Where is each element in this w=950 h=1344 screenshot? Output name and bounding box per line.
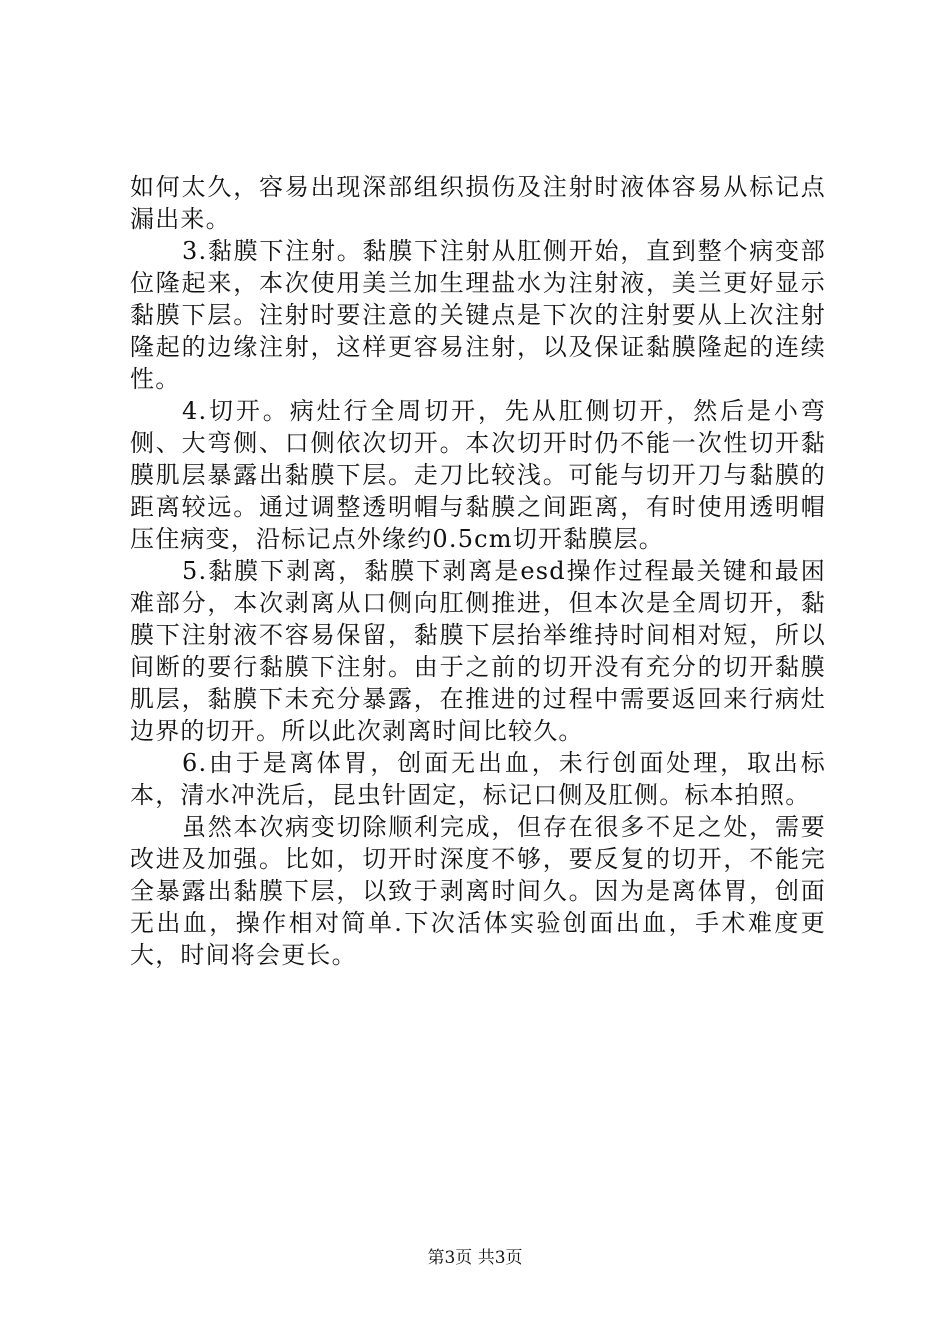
paragraph-continuation: 如何太久，容易出现深部组织损伤及注射时液体容易从标记点漏出来。 <box>130 173 826 233</box>
paragraph-step-3-injection: 3.黏膜下注射。黏膜下注射从肛侧开始，直到整个病变部位隆起来，本次使用美兰加生理盐水为注射液，美兰更好显示黏膜下层。注射时要注意的关键点是下次的注射要从上次注射隆起的边缘注射，这样更容易注射，以及保证黏膜隆起的连续性。 <box>130 237 826 393</box>
paragraph-step-6-specimen: 6.由于是离体胃，创面无出血，未行创面处理，取出标本，清水冲洗后，昆虫针固定，标记口侧及肛侧。标本拍照。 <box>130 749 826 809</box>
paragraph-step-5-dissection: 5.黏膜下剥离，黏膜下剥离是esd操作过程最关键和最困难部分，本次剥离从口侧向肛侧推进，但本次是全周切开，黏膜下注射液不容易保留，黏膜下层抬举维持时间相对短，所以间断的要行黏膜下注射。由于之前的切开没有充分的切开黏膜肌层，黏膜下未充分暴露，在推进的过程中需要返回来行病灶边界的切开。所以此次剥离时间比较久。 <box>130 557 826 745</box>
page-number-footer: 第3页 共3页 <box>427 1248 523 1268</box>
paragraph-step-4-incision: 4.切开。病灶行全周切开，先从肛侧切开，然后是小弯侧、大弯侧、口侧依次切开。本次切开时仍不能一次性切开黏膜肌层暴露出黏膜下层。走刀比较浅。可能与切开刀与黏膜的距离较远。通过调整透明帽与黏膜之间距离，有时使用透明帽压住病变，沿标记点外缘约0.5cm切开黏膜层。 <box>130 397 826 553</box>
paragraph-summary: 虽然本次病变切除顺利完成，但存在很多不足之处，需要改进及加强。比如，切开时深度不够，要反复的切开，不能完全暴露出黏膜下层，以致于剥离时间久。因为是离体胃，创面无出血，操作相对简单.下次活体实验创面出血，手术难度更大，时间将会更长。 <box>130 813 826 969</box>
document-body <box>130 171 826 971</box>
